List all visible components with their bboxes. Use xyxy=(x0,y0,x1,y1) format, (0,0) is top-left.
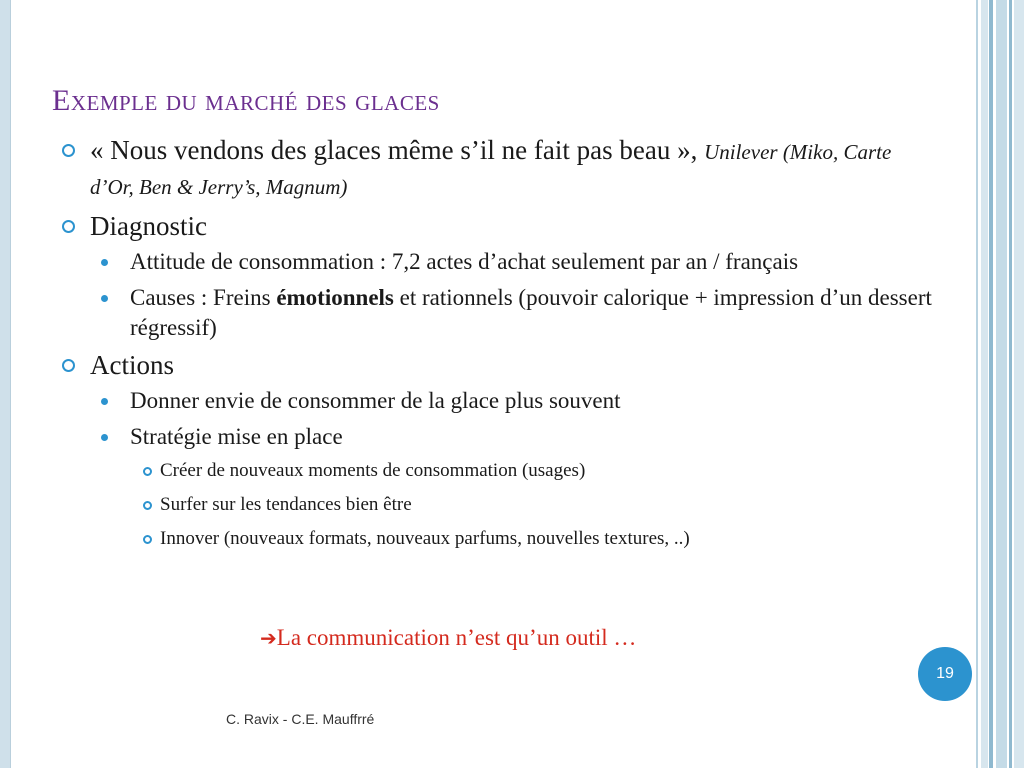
diagnostic-item xyxy=(60,283,940,343)
small-hollow-circle-bullet-icon xyxy=(143,501,152,510)
hollow-circle-bullet-icon xyxy=(62,359,75,372)
actions-heading: Actions xyxy=(90,350,174,380)
filled-dot-bullet-icon xyxy=(101,259,108,266)
right-arrow-icon: ➔ xyxy=(260,626,277,650)
causes-text-bold: émotionnels xyxy=(276,285,394,310)
actions-item-text: Donner envie de consommer de la glace plus souvent xyxy=(130,388,621,413)
diagnostic-item-text: Attitude de consommation : 7,2 actes d’achat seulement par an / français xyxy=(130,249,799,274)
footer-author: C. Ravix - C.E. Mauffrré xyxy=(226,711,375,727)
right-stripe-decoration xyxy=(996,0,1007,768)
bullet-diagnostic xyxy=(60,210,940,243)
diagnostic-item xyxy=(60,247,940,277)
slide-content xyxy=(60,134,940,560)
strategy-item xyxy=(60,458,940,484)
right-stripe-decoration xyxy=(981,0,988,768)
diagnostic-heading: Diagnostic xyxy=(90,211,207,241)
quote-source: Unilever (Miko, Carte d’Or, Ben & Jerry’s, Magnum) xyxy=(90,140,892,199)
strategy-item-text: Créer de nouveaux moments de consommation (usages) xyxy=(160,460,586,481)
conclusion-line xyxy=(260,625,636,651)
conclusion-text: La communication n’est qu’un outil … xyxy=(276,625,637,650)
causes-text-post: et rationnels (pouvoir calorique + impression d’un dessert régressif) xyxy=(130,285,932,340)
filled-dot-bullet-icon xyxy=(101,295,108,302)
quote-text: « Nous vendons des glaces même s’il ne fait pas beau », xyxy=(90,135,705,165)
hollow-circle-bullet-icon xyxy=(62,144,75,157)
slide-title: Exemple du marché des glaces xyxy=(52,84,440,117)
actions-item xyxy=(60,386,940,416)
hollow-circle-bullet-icon xyxy=(62,220,75,233)
small-hollow-circle-bullet-icon xyxy=(143,467,152,476)
bullet-actions xyxy=(60,349,940,382)
actions-item xyxy=(60,422,940,452)
strategy-item-text: Innover (nouveaux formats, nouveaux parfums, nouvelles textures, ..) xyxy=(160,528,690,549)
small-hollow-circle-bullet-icon xyxy=(143,535,152,544)
left-border-line xyxy=(10,0,11,768)
left-border-decoration xyxy=(0,0,10,768)
causes-text-pre: Causes : Freins xyxy=(130,285,277,310)
filled-dot-bullet-icon xyxy=(101,398,108,405)
right-stripe-decoration xyxy=(976,0,978,768)
right-stripe-decoration xyxy=(1014,0,1024,768)
page-number: 19 xyxy=(936,665,954,682)
right-stripe-decoration xyxy=(989,0,993,768)
filled-dot-bullet-icon xyxy=(101,434,108,441)
strategy-item xyxy=(60,526,940,552)
actions-item-text: Stratégie mise en place xyxy=(130,424,343,449)
page-number-badge xyxy=(918,647,972,701)
bullet-quote xyxy=(60,134,940,204)
right-stripe-decoration xyxy=(1009,0,1012,768)
strategy-item-text: Surfer sur les tendances bien être xyxy=(160,494,412,515)
strategy-item xyxy=(60,492,940,518)
